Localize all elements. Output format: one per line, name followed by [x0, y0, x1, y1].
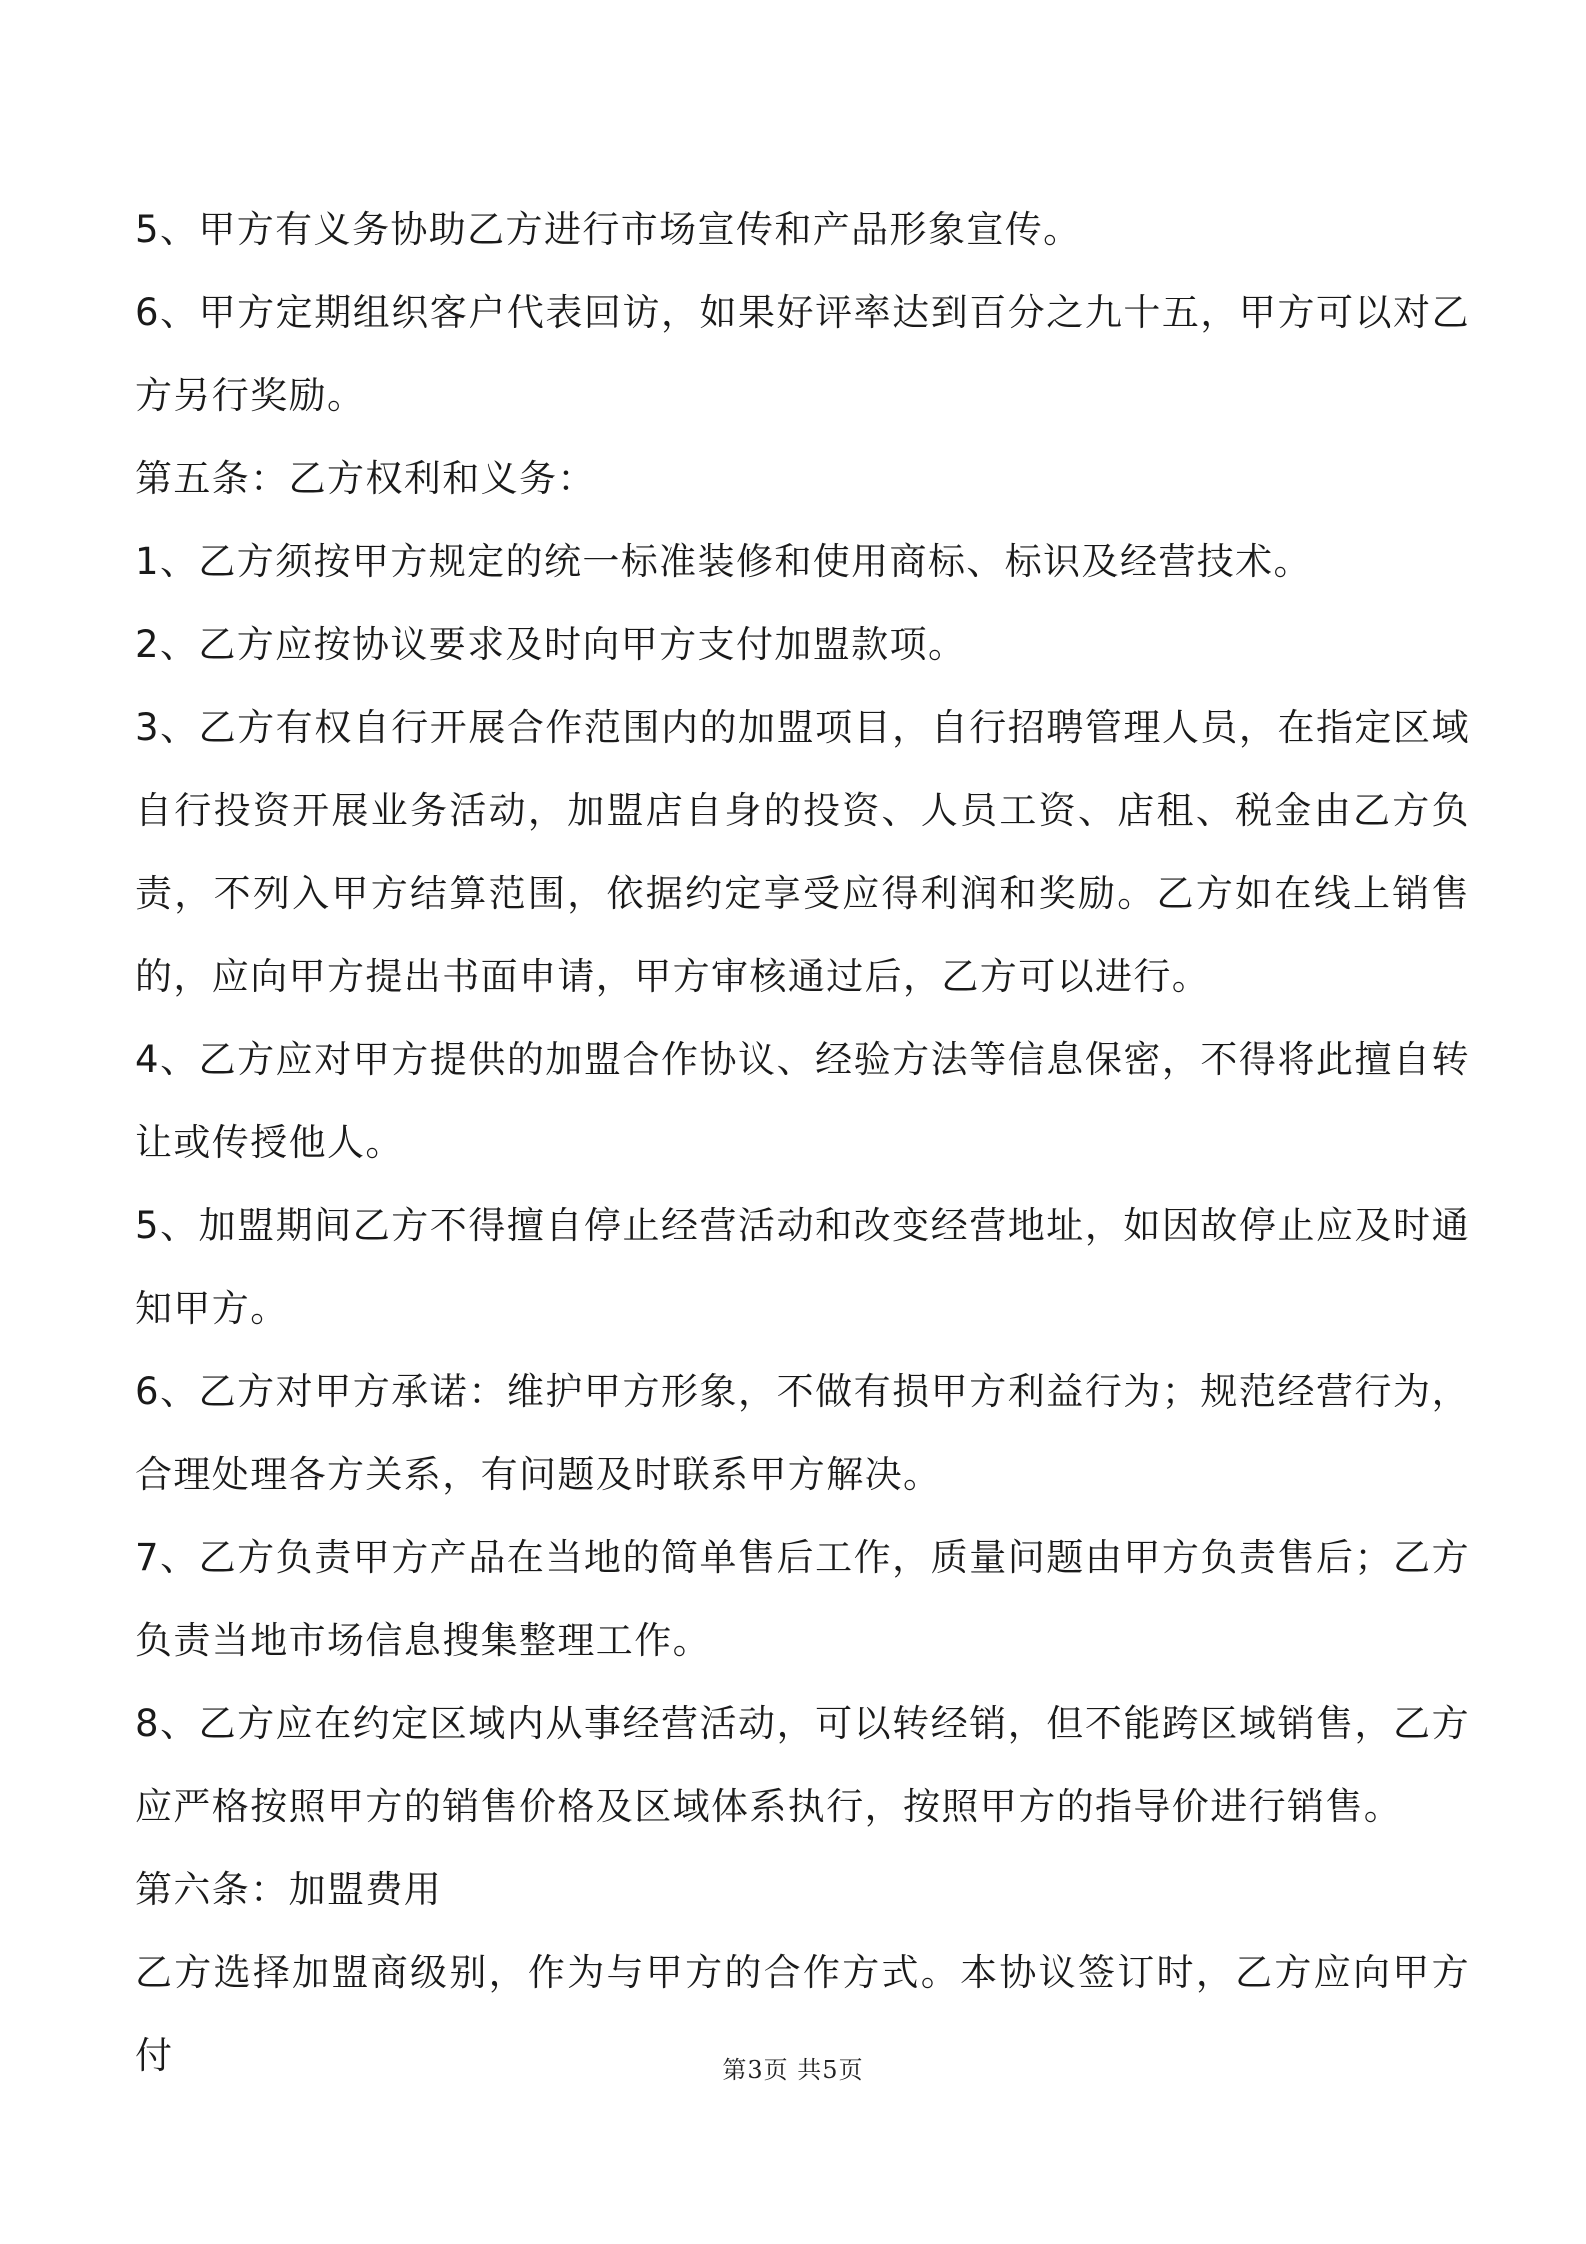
section-heading-article-6: 第六条：加盟费用 — [135, 1868, 443, 1911]
paragraph-clause-b3: 3、乙方有权自行开展合作范围内的加盟项目，自行招聘管理人员，在指定区域自行投资开展业务活动，加盟店自身的投资、人员工资、店租、税金由乙方负责，不列入甲方结算范围，依据约定享受应得利润和奖励。乙方如在线上销售的，应向甲方提出书面申请，甲方审核通过后，乙方可以进行。 — [135, 706, 1470, 998]
paragraph-clause-b2: 2、乙方应按协议要求及时向甲方支付加盟款项。 — [135, 623, 967, 666]
document-body — [135, 188, 1470, 2097]
paragraph-clause-b7: 7、乙方负责甲方产品在当地的简单售后工作，质量问题由甲方负责售后；乙方负责当地市场信息搜集整理工作。 — [135, 1536, 1470, 1662]
paragraph-fee-intro: 乙方选择加盟商级别，作为与甲方的合作方式。本协议签订时，乙方应向甲方付 — [135, 1951, 1470, 2077]
paragraph-clause-b1: 1、乙方须按甲方规定的统一标准装修和使用商标、标识及经营技术。 — [135, 540, 1312, 583]
paragraph-clause-b8: 8、乙方应在约定区域内从事经营活动，可以转经销，但不能跨区域销售，乙方应严格按照甲方的销售价格及区域体系执行，按照甲方的指导价进行销售。 — [135, 1702, 1470, 1828]
page-number-footer: 第3页 共5页 — [722, 2056, 864, 2084]
paragraph-clause-a5: 5、甲方有义务协助乙方进行市场宣传和产品形象宣传。 — [135, 208, 1082, 251]
paragraph-clause-b5: 5、加盟期间乙方不得擅自停止经营活动和改变经营地址，如因故停止应及时通知甲方。 — [135, 1204, 1470, 1330]
paragraph-clause-a6: 6、甲方定期组织客户代表回访，如果好评率达到百分之九十五，甲方可以对乙方另行奖励。 — [135, 291, 1470, 417]
section-heading-article-5: 第五条：乙方权利和义务： — [135, 457, 596, 500]
paragraph-clause-b6: 6、乙方对甲方承诺：维护甲方形象，不做有损甲方利益行为；规范经营行为，合理处理各方关系，有问题及时联系甲方解决。 — [135, 1370, 1470, 1496]
paragraph-clause-b4: 4、乙方应对甲方提供的加盟合作协议、经验方法等信息保密，不得将此擅自转让或传授他人。 — [135, 1038, 1470, 1164]
